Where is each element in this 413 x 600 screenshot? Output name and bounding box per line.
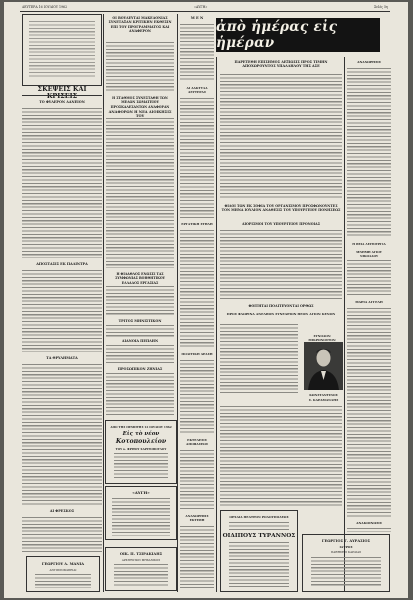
portrait-photo — [304, 342, 343, 390]
play-title: ΟΙΔΙΠΟΥΣ ΤΥΡΑΝΝΟΣ — [222, 533, 296, 539]
article-headline: ΤΟ ΦΥΛΕΡΟΝ ΔΑΝΕΙΟΝ — [39, 100, 85, 104]
article-headline: Η ΘΕΙΑ ΛΕΙΤΟΥΡΓΙΑ — [352, 242, 386, 246]
ad-subtitle: ΑΡΧΙΤΕΚΤΩΝ ΜΗΧΑΝΙΚΟΣ — [121, 558, 161, 562]
article-headline: Η ΣΤΑΘΜΟΣ ΣΥΝΕΣΤΑΘΗ ΤΩΝ ΜΕΛΩΝ ΣΩΜΑΤΕΙΟΥ ΠΡΟΣΚΑΛΕΣΑΝΤΩΝ ΑΝΑΦΟΡΑΝ — [110, 96, 170, 109]
article-body — [22, 517, 102, 552]
doctor-ad-box — [302, 534, 390, 592]
column-divider — [103, 14, 104, 592]
article-headline: ΕΚΤΕΛΕΣΙΣ ΑΠΟΦΑΣΕΩΣ — [186, 438, 208, 447]
article-headline: ΑΝΑΚΟΙΝΩΣΙΣ — [356, 521, 382, 525]
ad-subtitle: ΠΑΘΗΣΕΙΣ ΚΑΡΔΙΑΣ — [330, 550, 362, 554]
column-divider — [344, 57, 345, 592]
article-body — [220, 324, 298, 394]
top-left-ad-box — [22, 14, 102, 86]
column-divider — [216, 57, 217, 592]
article-headline: ΑΙ ΔΑΚΤΥΛΑ ΔΕΥΤΕΡΑΣ — [186, 86, 208, 95]
article-headline: ΠΡΟΣ ΦΛΩΡΙΝΑ ΑΝΕΛΘΟΝ ΣΥΝΕΔΡΙΟΝ ΘΕΟΝ ΑΓΙΟΝ ΚΕΝΟΝ — [226, 312, 336, 316]
article-body — [180, 230, 214, 348]
article-headline: ΔΙΑΝΟΙΑ ΠΕΠΛΗΝ — [121, 339, 159, 343]
ad-subtitle: ΙΑΤΡΟΣ — [339, 545, 353, 549]
article-body — [106, 325, 174, 337]
article-headline: ΦΙΛΟΙ ΤΩΝ ΕΚ ΣΟΦΙΑ ΤΟΥ ΟΡΓΑΝΙΣΜΟΥ ΠΡΟΣΦΩΝΟΥΝΤΕΣ ΤΟΝ ΜΗΝΑ ΙΟΥΛΙΟΝ ΑΝΑΘΕΣΙΣ ΤΟΥ ΥΠΟΥΡΓΕΙΟΥ ΠΟΝΗΣΕΩΣ — [221, 204, 341, 213]
section-banner: ΣΚΕΨΕΙΣ ΚΑΙ ΚΡΙΣΕΙΣ — [22, 86, 102, 100]
ad-text — [229, 522, 289, 530]
article-headline: ΠΡΟΣΩΠΙΚΟΝ ΖΗΝΙΑΣ — [117, 367, 163, 371]
bottom-left-ad-box — [26, 556, 100, 592]
ad-title: «ΑΥΓΗ» — [132, 490, 150, 495]
article-body — [220, 230, 342, 300]
article-headline: ΑΝΑΧΩΡΗΣΙΣ — [357, 60, 381, 64]
article-headline: ΕΡΓΑΤΙΚΗ ΣΤΗΛΗ — [181, 222, 213, 226]
ad-text — [112, 498, 170, 536]
article-body — [220, 74, 342, 200]
article-headline: ΑΠΟΣΤΑΣΙΣ ΕΚ ΠΑΛΙΝΤΡΑ — [36, 262, 88, 266]
ad-text — [35, 574, 91, 588]
ad-text — [114, 453, 168, 479]
article-headline: ΤΑ ΘΡΥΛΗΜΑΤΑ — [46, 356, 78, 360]
portrait-silhouette-icon — [304, 342, 343, 390]
ad-title: ΟΡΧΑΙΑ ΘΕΑΤΡΟΝ ΡΟΔΟΥΠΟΛΕΩΣ — [229, 515, 289, 519]
ad-line: Εἰς τὸ νέον — [122, 431, 160, 437]
theatre-performance-box — [220, 510, 298, 592]
ad-line: ΤΟΥ κ. ΦΡΙΞΟΥ ΧΑΡΙΤΟΠΟΥΛΟΥ — [115, 447, 167, 451]
article-body — [106, 345, 174, 365]
theatre-ad-box — [105, 420, 177, 484]
page-number: Σελίς 5η — [374, 5, 388, 9]
ad-title: ΓΕΩΡΓΙΟΥ Δ. ΜΑΝΙΑ — [41, 562, 85, 566]
column-masthead: Μ Ε Ν — [190, 16, 204, 20]
article-body — [347, 68, 391, 238]
article-body — [22, 108, 102, 258]
article-body — [22, 270, 102, 352]
article-headline: ΔΙΟΡΙΣΜΟΙ ΤΟΥ ΥΠΟΥΡΓΕΙΟΥ ΠΡΟΝΟΙΑΣ — [241, 222, 321, 226]
ad-text — [229, 542, 289, 587]
architect-ad-box — [105, 547, 177, 591]
article-headline: ΜΑΡΙΑ ΑΓΓΕΛΗ — [355, 300, 383, 304]
paper-name: «ΑΥΓΗ» — [194, 5, 208, 9]
article-headline: ΑΙ ΦΡΕΣΚΟΣ — [49, 509, 75, 513]
photo-caption: Σ. ΚΑΡΑΜΑΝΛΗΣ — [308, 398, 339, 402]
article-headline: ΠΑΡΕΤΕΘΗ ΕΠΙΣΗΜΟΣ ΔΕΞΙΩΣΙΣ ΠΡΟΣ ΤΙΜΗΝ ΑΠΟΧΩΡΟΥΝΤΟΣ ΥΠΑΛΛΗΛΟΥ ΤΗΣ ΑΣΕ — [234, 60, 328, 69]
ad-text — [29, 21, 95, 79]
article-body — [106, 118, 174, 268]
photo-caption: ΚΩΝΣΤΑΝΤΙΝΟΣ — [309, 393, 338, 397]
article-headline: ΤΡΙΤΟΣ ΜΗΝΙΣΤΙΚΟΝ — [118, 319, 162, 323]
photo-heading: ΣΥΝΟΔΟΝ ΜΙΚΡΟΝΟΣΤΟΝ — [308, 334, 336, 343]
issue-date: ΔΕΥΤΕΡΑ 16 ΙΟΥΛΙΟΥ 1962 — [22, 5, 68, 9]
ad-subtitle: ΑΝΤΙΠΡΟΣΩΠΕΙΑΙ — [49, 568, 77, 572]
newspaper-ad-box — [105, 486, 177, 540]
newspaper-page — [4, 2, 408, 598]
article-headline: ΑΝΑΦΟΡΩΝ Η ΝΕΑ ΔΙΟΙΚΗΣΙΣ ΤΟΥ — [108, 110, 172, 119]
article-headline: ΦΟΙΤΗΤΑΙ ΠΟΛΙΤΕΥΟΝΤΑΙ ΟΡΘΩΣ — [248, 304, 314, 308]
ad-text — [311, 557, 381, 587]
ad-title: ΓΕΩΡΓΙΟΣ Γ. ΑΥΡΑΣΙΟΣ — [321, 539, 371, 543]
article-body — [180, 526, 214, 588]
article-headline: ΜΝΗΜΗ ΑΓΙΟΥ ΝΙΚΟΛΑΟΥ — [356, 250, 382, 259]
article-body — [180, 360, 214, 434]
article-body — [106, 42, 174, 92]
article-headline: ΟΙ ΒΟΥΛΕΥΤΑΙ ΜΑΚΕΔΟΝΙΑΣ ΣΥΝΕΤΑΞΑΝ ΚΡΙΤΙΚΗΝ ΕΚΘΕΣΙΝ ΕΠΙ ΤΟΥ ΠΡΟΓΡΑΜΜΑΤΟΣ ΚΑΙ ΑΝΑΦΕΡΟΝ — [108, 16, 172, 34]
column-divider — [177, 14, 178, 592]
ad-title: ΟΙΚ. Π. ΤΣΙΡΑΚΙΔΗΣ — [119, 552, 163, 556]
section-banner: ἀπὸ ἡμέρας εἰς ἡμέραν — [216, 18, 380, 52]
ad-line: Κοτοπουλείον — [115, 438, 167, 445]
header-rule — [20, 11, 390, 12]
article-body — [347, 260, 391, 296]
article-headline: ΠΟΛΙΤΙΚΗ ΔΡΑΣΗ — [181, 352, 213, 356]
article-headline: Η ΦΙΛΑΘΛΟΣ ΕΝΩΣΙΣ ΤΑΣ ΣΥΜΦΩΝΙΑΣ ΒΟΗΘΗΤΙΚΟΥ ΕΛΛΑΔΟΣ ΕΡΓΑΣΙΑΣ — [115, 272, 165, 285]
article-body — [220, 406, 342, 506]
article-body — [180, 98, 214, 218]
article-body — [347, 308, 391, 518]
article-body — [106, 373, 174, 417]
article-body — [347, 528, 391, 532]
article-body — [180, 450, 214, 510]
article-headline: ΑΝΑΧΩΡΗΣΙΣ ΕΚΤΕΘΗ — [185, 514, 209, 523]
article-body — [106, 286, 174, 316]
ad-text — [114, 564, 168, 586]
article-body — [180, 24, 214, 82]
section-rule — [22, 95, 102, 96]
ad-line: ΑΠΟ ΤΗΣ ΠΕΜΠΤΗΣ 12 ΙΟΥΛΙΟΥ 1962 — [110, 425, 172, 429]
article-body — [22, 364, 102, 506]
